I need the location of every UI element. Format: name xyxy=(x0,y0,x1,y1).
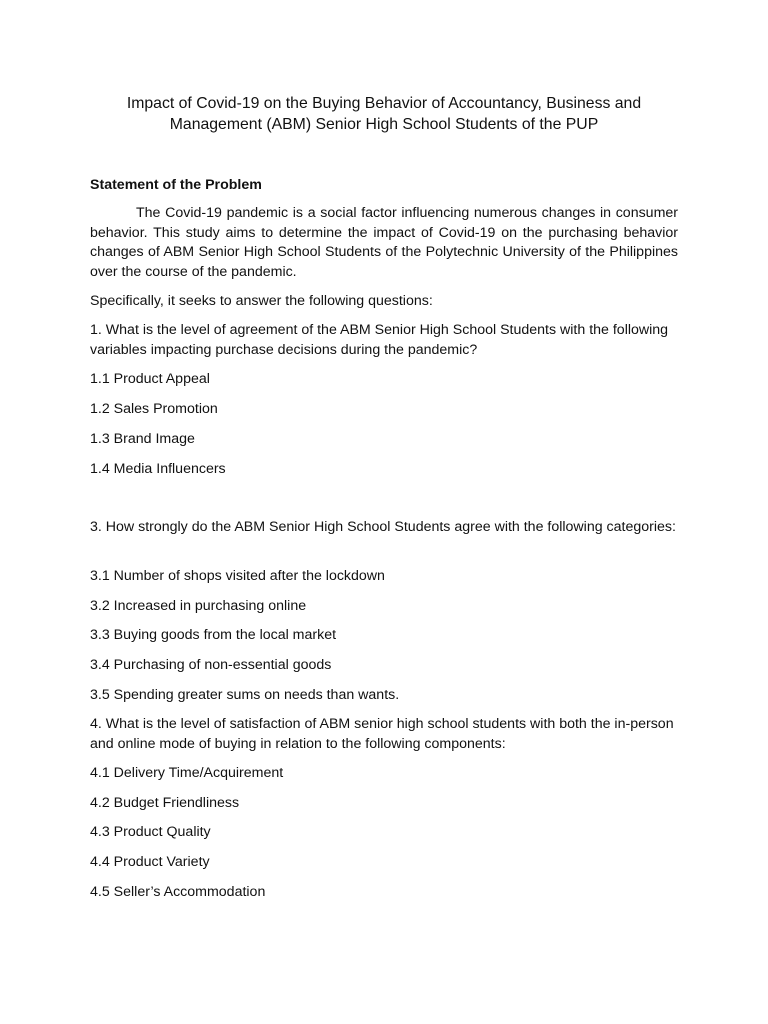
list-item-4-3: 4.3 Product Quality xyxy=(90,824,211,840)
document-title xyxy=(90,93,678,135)
list-item-1-1: 1.1 Product Appeal xyxy=(90,371,210,387)
question-3: 3. How strongly do the ABM Senior High School Students agree with the following categories: xyxy=(90,519,676,535)
list-item-3-1: 3.1 Number of shops visited after the lockdown xyxy=(90,568,385,584)
question-1: 1. What is the level of agreement of the ABM Senior High School Students with the following variables impacting purchase decisions during the pandemic? xyxy=(90,322,669,358)
intro-paragraph: The Covid-19 pandemic is a social factor influencing numerous changes in consumer behavior. This study aims to determine the impact of Covid-19 on the purchasing behavior changes of ABM Senior High School Students of the Polytechnic University of the Philippines over the course of the pandemic. xyxy=(90,205,678,280)
list-item-3-2: 3.2 Increased in purchasing online xyxy=(90,598,307,614)
list-item-3-4: 3.4 Purchasing of non-essential goods xyxy=(90,657,332,673)
list-item-1-3: 1.3 Brand Image xyxy=(90,431,195,447)
question-4: 4. What is the level of satisfaction of ABM senior high school students with both the in-person and online mode of buying in relation to the following components: xyxy=(90,716,674,752)
list-item-4-1: 4.1 Delivery Time/Acquirement xyxy=(90,765,284,781)
title-line-2: Management (ABM) Senior High School Students of the PUP xyxy=(169,116,599,133)
list-item-1-2: 1.2 Sales Promotion xyxy=(90,401,218,417)
list-item-1-4: 1.4 Media Influencers xyxy=(90,461,226,477)
list-item-4-2: 4.2 Budget Friendliness xyxy=(90,795,240,811)
lead-in-text: Specifically, it seeks to answer the following questions: xyxy=(90,293,433,309)
list-item-4-4: 4.4 Product Variety xyxy=(90,854,210,870)
list-item-4-5: 4.5 Seller’s Accommodation xyxy=(90,884,266,900)
title-line-1: Impact of Covid-19 on the Buying Behavior of Accountancy, Business and xyxy=(126,95,642,112)
list-item-3-5: 3.5 Spending greater sums on needs than wants. xyxy=(90,687,400,703)
section-heading: Statement of the Problem xyxy=(90,177,262,193)
list-item-3-3: 3.3 Buying goods from the local market xyxy=(90,627,337,643)
